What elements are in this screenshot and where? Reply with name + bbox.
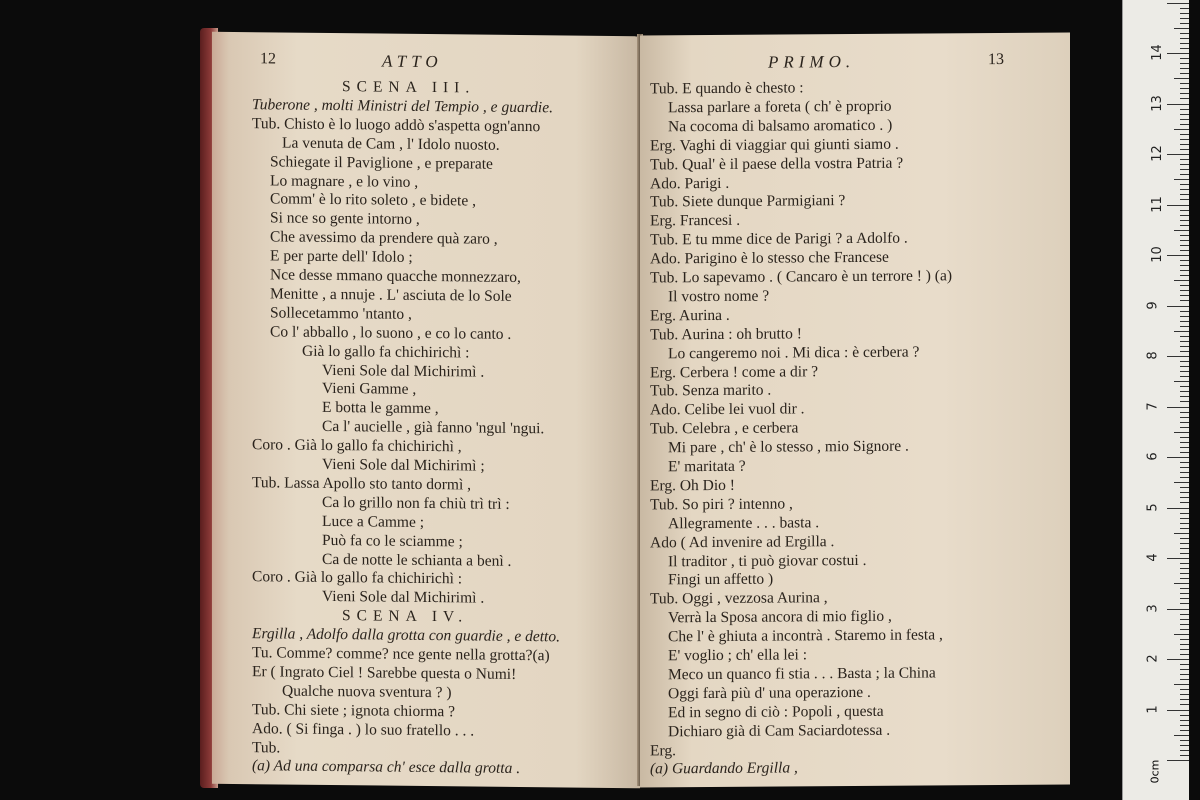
- ruler-tick: [1180, 250, 1189, 251]
- ruler-tick: [1180, 518, 1189, 519]
- ruler-tick: [1180, 412, 1189, 413]
- text-line: Tub. Lo sapevamo . ( Cancaro è un terrore ! ) (a): [650, 267, 953, 287]
- ruler-tick: [1180, 679, 1189, 680]
- ruler-tick: [1180, 730, 1189, 731]
- ruler-tick: [1180, 492, 1189, 493]
- text-line: Erg. Aurina .: [650, 306, 730, 325]
- text-line: Ado. Celibe lei vuol dir .: [650, 400, 805, 419]
- ruler-number: 10: [1149, 246, 1165, 263]
- text-line: Na cocoma di balsamo aromatico . ): [668, 116, 893, 136]
- ruler-number: 11: [1149, 195, 1165, 213]
- text-line: Co l' abballo , lo suono , e co lo canto .: [270, 323, 512, 343]
- ruler-tick: [1167, 3, 1189, 4]
- left-page-number: 12: [260, 50, 276, 68]
- ruler-tick: [1180, 513, 1189, 514]
- text-line: Che avessimo da prendere quà zaro ,: [270, 228, 498, 248]
- text-line: Tub. Chisto è lo luogo addò s'aspetta ogn'anno: [252, 114, 541, 135]
- ruler-number: 5: [1145, 502, 1161, 512]
- open-book: [200, 14, 1080, 792]
- ruler-tick: [1180, 63, 1189, 64]
- ruler-number: 12: [1149, 145, 1165, 162]
- ruler-tick: [1180, 316, 1189, 317]
- ruler-tick: [1180, 472, 1189, 473]
- ruler-number: 7: [1145, 401, 1161, 411]
- text-line: Tub. Oggi , vezzosa Aurina ,: [650, 589, 828, 608]
- ruler-tick: [1180, 371, 1189, 372]
- ruler-tick: [1180, 477, 1189, 478]
- ruler-tick: [1180, 235, 1189, 236]
- ruler-tick: [1167, 760, 1189, 761]
- ruler-tick: [1180, 98, 1189, 99]
- ruler-tick: [1180, 311, 1189, 312]
- ruler-tick: [1174, 482, 1189, 483]
- ruler-tick: [1180, 614, 1189, 615]
- ruler-tick: [1180, 750, 1189, 751]
- ruler-tick: [1180, 694, 1189, 695]
- text-line: Tub. Chi siete ; ignota chiorma ?: [252, 700, 456, 720]
- text-line: Tub. So piri ? intenno ,: [650, 495, 793, 514]
- text-line: E botta le gamme ,: [322, 399, 439, 418]
- ruler-tick: [1180, 174, 1189, 175]
- ruler-tick: [1180, 351, 1189, 352]
- ruler-tick: [1180, 720, 1189, 721]
- ruler-number: 6: [1145, 452, 1161, 461]
- ruler-tick: [1167, 609, 1189, 610]
- ruler-tick: [1180, 58, 1189, 59]
- ruler-tick: [1180, 417, 1189, 418]
- ruler-tick: [1180, 452, 1189, 453]
- text-line: Coro . Già lo gallo fa chichirichì ,: [252, 436, 462, 456]
- ruler-tick: [1167, 659, 1189, 660]
- left-running-head: ATTO: [382, 51, 443, 72]
- ruler-tick: [1180, 83, 1189, 84]
- text-line: Coro . Già lo gallo fa chichirichì :: [252, 568, 463, 588]
- ruler-tick: [1167, 558, 1189, 559]
- ruler-tick: [1180, 578, 1189, 579]
- ruler-number: 13: [1149, 94, 1165, 112]
- text-line: Qualche nuova sventura ? ): [282, 682, 452, 702]
- ruler-tick: [1180, 396, 1189, 397]
- text-line: Ca de notte le schianta a benì .: [322, 550, 512, 570]
- text-line: Vieni Gamme ,: [322, 380, 417, 399]
- text-line: Erg.: [650, 741, 676, 759]
- ruler-tick: [1180, 38, 1189, 39]
- text-line: Erg. Francesi .: [650, 212, 741, 230]
- text-line: Erg. Oh Dio !: [650, 476, 735, 495]
- text-line: Erg. Vaghi di viaggiar qui giunti siamo .: [650, 135, 899, 155]
- ruler-tick: [1180, 523, 1189, 524]
- ruler-tick: [1180, 13, 1189, 14]
- ruler-tick: [1180, 669, 1189, 670]
- text-line: Tub. Senza marito .: [650, 381, 772, 400]
- ruler-tick: [1180, 159, 1189, 160]
- ruler-tick: [1180, 275, 1189, 276]
- text-line: Vieni Sole dal Michirimì .: [322, 588, 485, 607]
- ruler-tick: [1180, 346, 1189, 347]
- ruler-tick: [1180, 588, 1189, 589]
- ruler-tick: [1180, 321, 1189, 322]
- ruler-tick: [1180, 689, 1189, 690]
- ruler-tick: [1180, 755, 1189, 756]
- ruler-tick: [1180, 144, 1189, 145]
- ruler-tick: [1180, 265, 1189, 266]
- ruler-tick: [1180, 134, 1189, 135]
- ruler-tick: [1180, 422, 1189, 423]
- ruler-tick: [1167, 255, 1189, 256]
- ruler-tick: [1180, 290, 1189, 291]
- text-line: Il traditor , ti può giovar costui .: [668, 551, 867, 570]
- left-page: [212, 32, 640, 788]
- ruler-tick: [1180, 245, 1189, 246]
- ruler-number: 14: [1149, 44, 1165, 61]
- ruler-tick: [1180, 18, 1189, 19]
- text-line: Menitte , a nnuje . L' asciuta de lo Sole: [270, 285, 512, 305]
- ruler-tick: [1180, 487, 1189, 488]
- text-line: Può fa co le sciamme ;: [322, 531, 463, 550]
- ruler-tick: [1180, 639, 1189, 640]
- ruler-number: 8: [1145, 351, 1161, 360]
- ruler-tick: [1180, 437, 1189, 438]
- text-line: Tuberone , molti Ministri del Tempio , e guardie.: [252, 96, 553, 117]
- ruler-tick: [1180, 43, 1189, 44]
- text-line: Er ( Ingrato Ciel ! Sarebbe questa o Numi!: [252, 663, 517, 683]
- ruler-tick: [1180, 124, 1189, 125]
- ruler-tick: [1180, 502, 1189, 503]
- text-line: E' voglio ; ch' ella lei :: [668, 646, 808, 665]
- ruler-tick: [1167, 407, 1189, 408]
- text-line: Che l' è ghiuta a incontrà . Staremo in festa ,: [668, 626, 943, 646]
- right-page-text: [640, 76, 1070, 778]
- ruler-tick: [1167, 457, 1189, 458]
- ruler-tick: [1174, 634, 1189, 635]
- text-line: Il vostro nome ?: [668, 287, 770, 306]
- ruler-tick: [1180, 467, 1189, 468]
- ruler-tick: [1180, 215, 1189, 216]
- right-running-head: PRIMO.: [768, 51, 856, 72]
- ruler-tick: [1180, 199, 1189, 200]
- ruler-tick: [1180, 33, 1189, 34]
- ruler-tick: [1180, 740, 1189, 741]
- ruler-tick: [1180, 704, 1189, 705]
- ruler-tick: [1180, 270, 1189, 271]
- text-line: Mi pare , ch' è lo stesso , mio Signore .: [668, 437, 909, 457]
- ruler-tick: [1180, 442, 1189, 443]
- text-line: Verrà la Sposa ancora di mio figlio ,: [668, 607, 892, 627]
- ruler-tick: [1180, 114, 1189, 115]
- ruler-tick: [1180, 184, 1189, 185]
- ruler-tick: [1180, 336, 1189, 337]
- ruler-tick: [1174, 684, 1189, 685]
- text-line: (a) Ad una comparsa ch' esce dalla grotta .: [252, 757, 521, 778]
- text-line: Oggi farà più d' una operazione .: [668, 683, 871, 703]
- ruler-tick: [1167, 306, 1189, 307]
- ruler-tick: [1180, 427, 1189, 428]
- text-line: Vieni Sole dal Michirimì .: [322, 361, 485, 381]
- ruler-tick: [1180, 149, 1189, 150]
- ruler-tick: [1180, 603, 1189, 604]
- text-line: E per parte dell' Idolo ;: [270, 247, 413, 266]
- text-line: Si nce so gente intorno ,: [270, 209, 420, 229]
- ruler-tick: [1180, 300, 1189, 301]
- ruler-tick: [1180, 240, 1189, 241]
- ruler-tick: [1180, 593, 1189, 594]
- ruler-tick: [1180, 109, 1189, 110]
- ruler-tick: [1180, 189, 1189, 190]
- ruler-tick: [1180, 543, 1189, 544]
- right-page-number: 13: [988, 50, 1004, 69]
- text-line: Nce desse mmano quacche monnezzaro,: [270, 266, 521, 286]
- ruler-tick: [1180, 538, 1189, 539]
- text-line: Erg. Cerbera ! come a dir ?: [650, 362, 818, 381]
- ruler-tick: [1180, 88, 1189, 89]
- text-line: Tu. Comme? comme? nce gente nella grotta?(a): [252, 644, 550, 665]
- ruler-tick: [1180, 391, 1189, 392]
- text-line: Ado. Parigi .: [650, 174, 730, 192]
- ruler-tick: [1180, 699, 1189, 700]
- text-line: Ado. Parigino è lo stesso che Francese: [650, 248, 889, 268]
- ruler-tick: [1180, 164, 1189, 165]
- ruler-tick: [1180, 528, 1189, 529]
- text-line: Ca l' aucielle , già fanno 'ngul 'ngui.: [322, 418, 545, 438]
- ruler-tick: [1180, 563, 1189, 564]
- ruler-tick: [1174, 179, 1189, 180]
- ruler-tick: [1174, 129, 1189, 130]
- text-line: Schiegate il Paviglione , e preparate: [270, 152, 493, 173]
- ruler-tick: [1180, 654, 1189, 655]
- ruler-tick: [1180, 8, 1189, 9]
- ruler-tick: [1180, 664, 1189, 665]
- ruler-tick: [1174, 735, 1189, 736]
- ruler-tick: [1174, 78, 1189, 79]
- text-line: Tub. Lassa Apollo sto tanto dormì ,: [252, 474, 472, 494]
- ruler-tick: [1174, 381, 1189, 382]
- ruler-tick: [1180, 573, 1189, 574]
- text-line: Tub. E tu mme dice de Parigi ? a Adolfo .: [650, 229, 908, 249]
- text-line: Ado ( Ad invenire ad Ergilla .: [650, 532, 835, 552]
- ruler-tick: [1167, 508, 1189, 509]
- ruler-tick: [1180, 139, 1189, 140]
- text-line: Comm' è lo rito soleto , e bidete ,: [270, 190, 476, 210]
- ruler-tick: [1180, 497, 1189, 498]
- ruler-tick: [1174, 583, 1189, 584]
- text-line: Luce a Camme ;: [322, 512, 424, 531]
- text-line: Ergilla , Adolfo dalla grotta con guardie , e detto.: [252, 625, 560, 646]
- text-line: Meco un quanco fi stia . . . Basta ; la China: [668, 664, 936, 684]
- scene-heading: SCENA III.: [342, 78, 476, 97]
- text-line: Lo magnare , e lo vino ,: [270, 171, 419, 191]
- text-line: Ed in segno di ciò : Popoli , questa: [668, 702, 884, 721]
- ruler-tick: [1180, 341, 1189, 342]
- ruler-tick: [1174, 28, 1189, 29]
- text-line: Ado. ( Si finga . ) lo suo fratello . . .: [252, 719, 475, 740]
- ruler-tick: [1180, 568, 1189, 569]
- ruler-tick: [1180, 629, 1189, 630]
- ruler-tick: [1180, 674, 1189, 675]
- ruler-tick: [1180, 93, 1189, 94]
- scene-heading: SCENA IV.: [342, 607, 469, 626]
- ruler-tick: [1180, 553, 1189, 554]
- ruler-tick: [1180, 401, 1189, 402]
- ruler-tick: [1180, 649, 1189, 650]
- text-line: Tub. Celebra , e cerbera: [650, 419, 799, 438]
- ruler-tick: [1180, 447, 1189, 448]
- text-line: Ca lo grillo non fa chiù trì trì :: [322, 493, 510, 513]
- text-line: Tub. E quando è chesto :: [650, 79, 804, 98]
- ruler-tick: [1167, 710, 1189, 711]
- ruler-tick: [1180, 715, 1189, 716]
- ruler-number: 4: [1145, 553, 1161, 562]
- ruler-tick: [1180, 725, 1189, 726]
- ruler-tick: [1174, 432, 1189, 433]
- ruler-tick: [1180, 386, 1189, 387]
- ruler-tick: [1180, 548, 1189, 549]
- ruler-tick: [1180, 285, 1189, 286]
- ruler-tick: [1180, 598, 1189, 599]
- ruler-unit-label: 0cm: [1148, 759, 1162, 784]
- ruler-tick: [1180, 23, 1189, 24]
- text-line: Lo cangeremo noi . Mi dica : è cerbera ?: [668, 343, 920, 362]
- ruler-tick: [1180, 644, 1189, 645]
- ruler-tick: [1180, 68, 1189, 69]
- text-line: Lassa parlare a foreta ( ch' è proprio: [668, 97, 892, 117]
- ruler-tick: [1180, 225, 1189, 226]
- ruler-tick: [1180, 619, 1189, 620]
- ruler-tick: [1180, 295, 1189, 296]
- ruler-tick: [1180, 745, 1189, 746]
- text-line: Tub. Aurina : oh brutto !: [650, 325, 802, 344]
- ruler-tick: [1174, 280, 1189, 281]
- text-line: Già lo gallo fa chichirichì :: [302, 342, 470, 362]
- ruler-tick: [1167, 356, 1189, 357]
- measuring-ruler: [1122, 0, 1189, 800]
- right-page: [640, 32, 1070, 787]
- ruler-tick: [1174, 533, 1189, 534]
- ruler-tick: [1180, 169, 1189, 170]
- text-line: Tub. Siete dunque Parmigiani ?: [650, 192, 846, 211]
- ruler-tick: [1180, 48, 1189, 49]
- ruler-tick: [1174, 230, 1189, 231]
- ruler-number: 3: [1145, 603, 1161, 613]
- text-line: Allegramente . . . basta .: [668, 513, 820, 532]
- ruler-number: 2: [1145, 654, 1161, 663]
- ruler-tick: [1180, 462, 1189, 463]
- ruler-tick: [1174, 331, 1189, 332]
- ruler-tick: [1180, 326, 1189, 327]
- ruler-tick: [1180, 376, 1189, 377]
- ruler-tick: [1167, 104, 1189, 105]
- ruler-tick: [1167, 205, 1189, 206]
- ruler-tick: [1180, 366, 1189, 367]
- text-line: Vieni Sole dal Michirimì ;: [322, 455, 485, 475]
- ruler-tick: [1180, 624, 1189, 625]
- ruler-tick: [1180, 220, 1189, 221]
- text-line: (a) Guardando Ergilla ,: [650, 759, 798, 778]
- text-line: Dichiaro già di Cam Saciardotessa .: [668, 721, 891, 740]
- text-line: La venuta de Cam , l' Idolo nuosto.: [282, 134, 500, 154]
- text-line: Tub. Qual' è il paese della vostra Patria ?: [650, 154, 904, 174]
- ruler-number: 1: [1145, 704, 1161, 714]
- text-line: Sollecetammo 'ntanto ,: [270, 304, 412, 323]
- ruler-number: 9: [1145, 300, 1161, 310]
- ruler-tick: [1180, 73, 1189, 74]
- text-line: E' maritata ?: [668, 457, 746, 476]
- text-line: Tub.: [252, 738, 281, 756]
- left-page-text: [212, 76, 640, 778]
- ruler-tick: [1180, 119, 1189, 120]
- ruler-tick: [1167, 154, 1189, 155]
- ruler-tick: [1180, 260, 1189, 261]
- ruler-tick: [1180, 194, 1189, 195]
- ruler-tick: [1180, 210, 1189, 211]
- text-line: Fingi un affetto ): [668, 570, 774, 589]
- ruler-tick: [1167, 53, 1189, 54]
- ruler-tick: [1180, 361, 1189, 362]
